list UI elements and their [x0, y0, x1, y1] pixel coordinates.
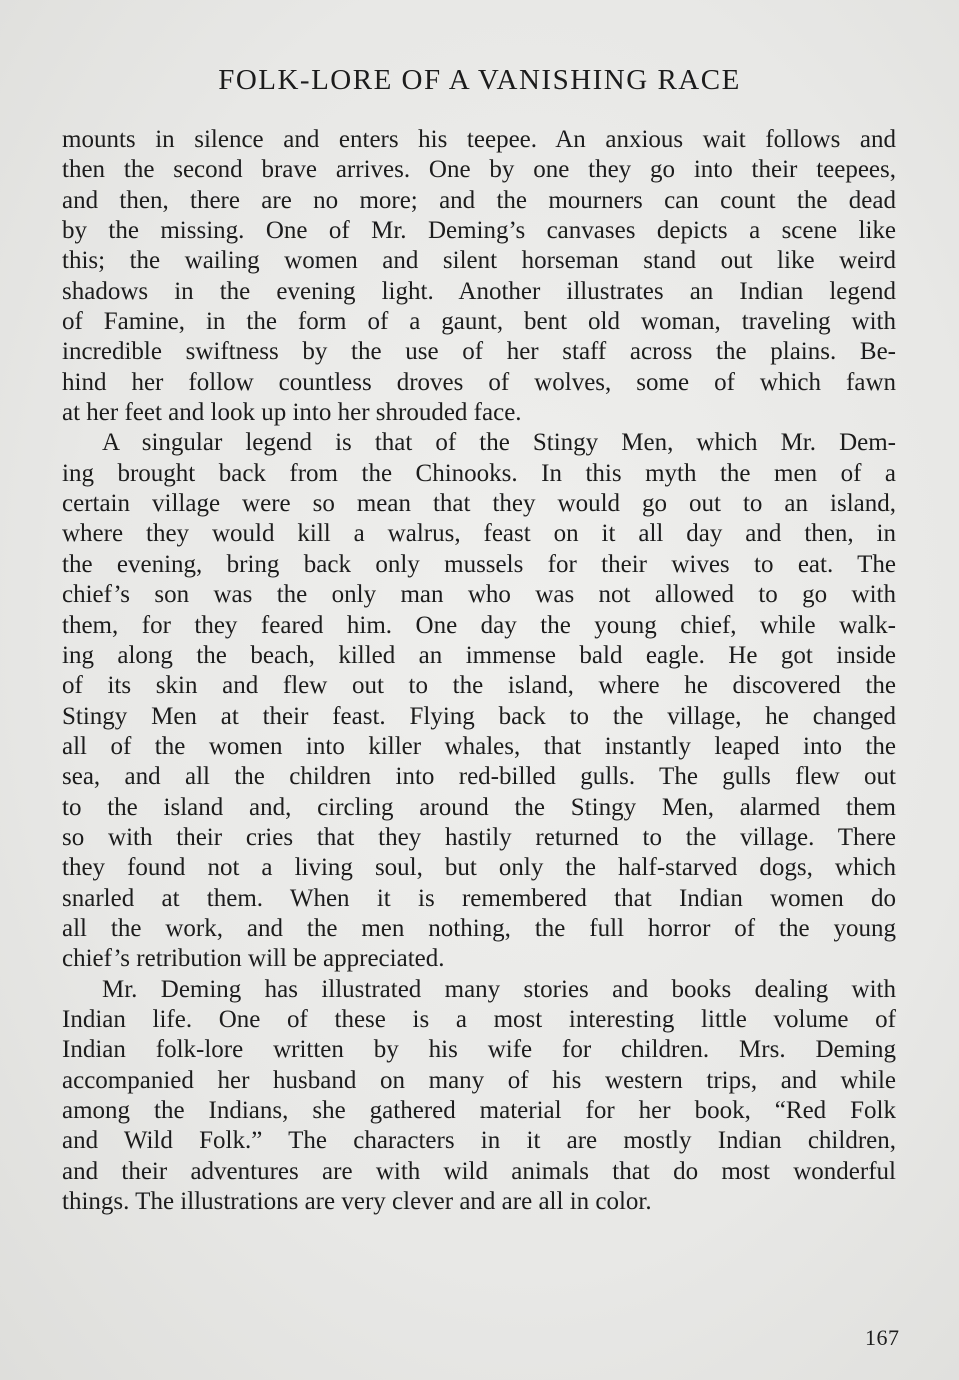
text-line: all of the women into killer whales, that instantly leaped into the [62, 732, 896, 760]
text-line: of its skin and flew out to the island, where he discovered the [62, 672, 896, 700]
text-line: the evening, bring back only mussels for their wives to eat. The [62, 550, 896, 578]
text-line: by the missing. One of Mr. Deming’s canvases depicts a scene like [62, 217, 896, 245]
text-line: mounts in silence and enters his teepee. An anxious wait follows and [62, 126, 896, 153]
text-line: they found not a living soul, but only the half-starved dogs, which [62, 854, 896, 882]
text-line: A singular legend is that of the Stingy Men, which Mr. Dem- [102, 429, 896, 457]
text-line: Stingy Men at their feast. Flying back to the village, he changed [62, 702, 896, 730]
text-line: shadows in the evening light. Another illustrates an Indian legend [62, 277, 896, 305]
text-line: certain village were so mean that they would go out to an island, [62, 490, 896, 518]
text-line: ing brought back from the Chinooks. In this myth the men of a [62, 459, 896, 487]
page-number: 167 [865, 1325, 900, 1350]
text-line: and their adventures are with wild animals that do most wonderful [62, 1157, 896, 1185]
paragraph-3 [62, 975, 896, 1218]
text-line: snarled at them. When it is remembered that Indian women do [62, 884, 896, 912]
paragraph-2 [62, 428, 896, 974]
text-line: accompanied her husband on many of his western trips, and while [62, 1066, 896, 1094]
text-line: to the island and, circling around the Stingy Men, alarmed them [62, 793, 896, 821]
text-line: incredible swiftness by the use of her staff across the plains. Be- [62, 338, 896, 366]
body-text [62, 125, 896, 1217]
text-line: where they would kill a walrus, feast on it all day and then, in [62, 520, 896, 548]
text-line: and then, there are no more; and the mourners can count the dead [62, 186, 896, 214]
text-line: so with their cries that they hastily returned to the village. There [62, 823, 896, 851]
text-line: them, for they feared him. One day the young chief, while walk- [62, 611, 896, 639]
text-line: Mr. Deming has illustrated many stories and books dealing with [102, 975, 896, 1003]
text-line: Indian folk-lore written by his wife for children. Mrs. Deming [62, 1036, 896, 1064]
text-line: hind her follow countless droves of wolves, some of which fawn [62, 368, 896, 396]
text-line: things. The illustrations are very clever and are all in color. [62, 1188, 652, 1216]
text-line: sea, and all the children into red-billed gulls. The gulls flew out [62, 763, 896, 791]
text-line: this; the wailing women and silent horseman stand out like weird [62, 247, 896, 275]
text-line: among the Indians, she gathered material for her book, “Red Folk [62, 1097, 896, 1124]
text-line: of Famine, in the form of a gaunt, bent old woman, traveling with [62, 308, 896, 336]
text-line: all the work, and the men nothing, the full horror of the young [62, 914, 896, 942]
text-line: chief’s son was the only man who was not allowed to go with [62, 581, 896, 609]
text-line: then the second brave arrives. One by one they go into their teepees, [62, 156, 896, 184]
text-line: ing along the beach, killed an immense bald eagle. He got inside [62, 641, 896, 669]
text-line: chief’s retribution will be appreciated. [62, 945, 445, 973]
paragraph-1 [62, 125, 896, 428]
text-line: Indian life. One of these is a most interesting little volume of [62, 1005, 896, 1033]
text-line: at her feet and look up into her shrouded face. [62, 399, 522, 427]
running-header: FOLK-LORE OF A VANISHING RACE [218, 64, 741, 96]
text-line: and Wild Folk.” The characters in it are mostly Indian children, [62, 1127, 896, 1155]
